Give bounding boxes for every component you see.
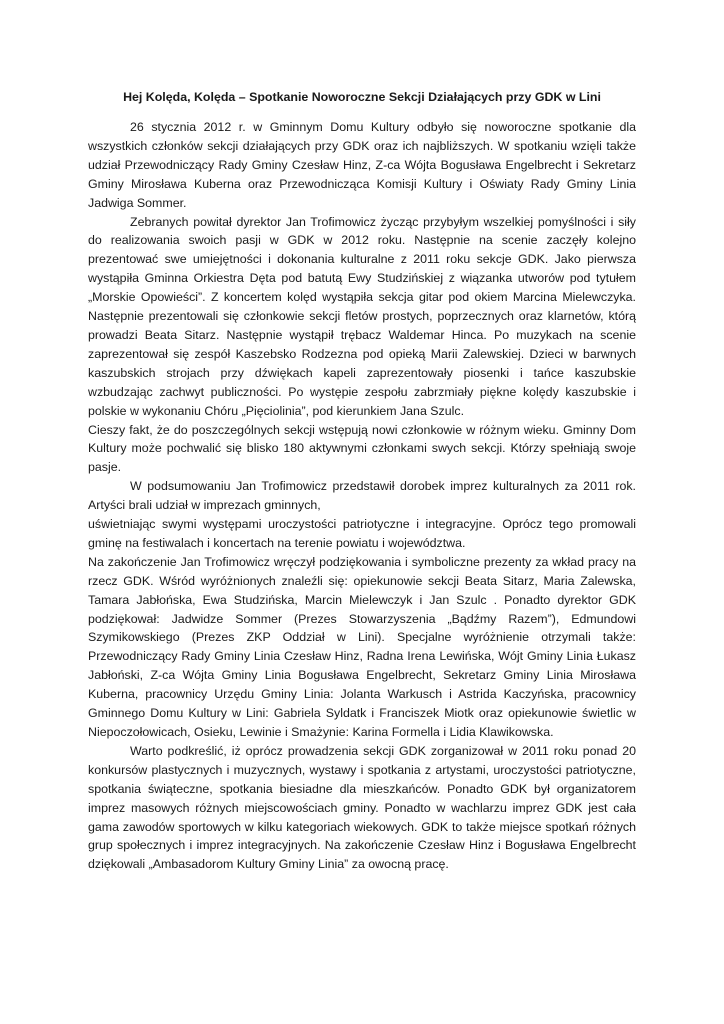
paragraph: Na zakończenie Jan Trofimowicz wręczył podziękowania i symboliczne prezenty za wkład pracy na rzecz GDK. Wśród wyróżnionych znaleźli się: opiekunowie sekcji Beata Sitarz, Maria Zalewska, Tamara Jabłońska, Ewa Studzińska, Marcin Mielewczyk i Jan Szulc . Ponadto dyrektor GDK podziękował: Jadwidze Sommer (Prezes Stowarzyszenia „Bądźmy Razem”), Edmundowi Szymikowskiego (Prezes ZKP Oddział w Lini). Specjalne wyróżnienie otrzymali także: Przewodniczący Rady Gminy Linia Czesław Hinz, Radna Irena Lewińska, Wójt Gminy Linia Łukasz Jabłoński, Z-ca Wójta Gminy Linia Bogusława Engelbrecht, Sekretarz Gminy Linia Mirosława Kuberna, pracownicy Urzędu Gminy Linia: Jolanta Warkusch i Astrida Kaczyńska, pracownicy Gminnego Domu Kultury w Lini: Gabriela Syldatk i Franciszek Miotk oraz opiekunowie świetlic w Niepoczołowicach, Osieku, Lewinie i Smażynie: Karina Formella i Lidia Klawikowska. (88, 554, 636, 739)
paragraph: uświetniając swymi występami uroczystości patriotyczne i integracyjne. Oprócz tego promowali gminę na festiwalach i koncertach na terenie powiatu i województwa. (88, 517, 636, 550)
paragraph: Warto podkreślić, iż oprócz prowadzenia sekcji GDK zorganizował w 2011 roku ponad 20 konkursów plastycznych i muzycznych, wystawy i spotkania z artystami, uroczystości patriotyczne, spotkania świąteczne, spotkania biesiadne dla mieszkańców. Ponadto GDK był organizatorem imprez masowych różnych miejscowościach gminy. Ponadto w wachlarzu imprez GDK jest cała gama zawodów sportowych w kilku kategoriach wiekowych. GDK to także miejsce spotkań różnych grup społecznych i imprez integracyjnych. Na zakończenie Czesław Hinz i Bogusława Engelbrecht dziękowali „Ambasadorom Kultury Gminy Linia” za owocną pracę. (88, 743, 636, 872)
paragraph: 26 stycznia 2012 r. w Gminnym Domu Kultury odbyło się noworoczne spotkanie dla wszystkich członków sekcji działających przy GDK oraz ich najbliższych. W spotkaniu wzięli także udział Przewodniczący Rady Gminy Czesław Hinz, Z-ca Wójta Bogusława Engelbrecht i Sekretarz Gminy Mirosława Kuberna oraz Przewodnicząca Komisji Kultury i Oświaty Rady Gminy Linia Jadwiga Sommer. (88, 120, 636, 210)
document-body (88, 118, 636, 874)
paragraph: Cieszy fakt, że do poszczególnych sekcji wstępują nowi członkowie w różnym wieku. Gminny Dom Kultury może pochwalić się blisko 180 aktywnymi członkami swych sekcji. Którzy spełniają swoje pasje. (88, 422, 636, 475)
document-title: Hej Kolęda, Kolęda – Spotkanie Noworoczne Sekcji Działających przy GDK w Lini (123, 90, 601, 104)
paragraph: Zebranych powitał dyrektor Jan Trofimowicz życząc przybyłym wszelkiej pomyślności i siły do realizowania swoich pasji w GDK w 2012 roku. Następnie na scenie zaczęły kolejno prezentować swe umiejętności i dokonania kulturalne z 2011 roku sekcje GDK. Jako pierwsza wystąpiła Gminna Orkiestra Dęta pod batutą Ewy Studzińskiej z wiązanka utworów pod tytułem „Morskie Opowieści”. Z koncertem kolęd wystąpiła sekcja gitar pod okiem Marcina Mielewczyka. Następnie prezentowali się członkowie sekcji fletów prostych, poprzecznych oraz klarnetów, którą prowadzi Beata Sitarz. Następnie wystąpił trębacz Waldemar Hinca. Po muzykach na scenie zaprezentował się zespół Kaszebsko Rodzezna pod opieką Marii Zalewskiej. Dzieci w barwnych kaszubskich strojach przy dźwiękach kapeli zaprezentowały piosenki i tańce kaszubskie wzbudzając zachwyt publiczności. Po występie zespołu zabrzmiały piękne kolędy kaszubskie i polskie w wykonaniu Chóru „Pięciolinia”, pod kierunkiem Jana Szulc. (88, 214, 636, 418)
paragraph: W podsumowaniu Jan Trofimowicz przedstawił dorobek imprez kulturalnych za 2011 rok. Artyści brali udział w imprezach gminnych, (88, 479, 636, 513)
